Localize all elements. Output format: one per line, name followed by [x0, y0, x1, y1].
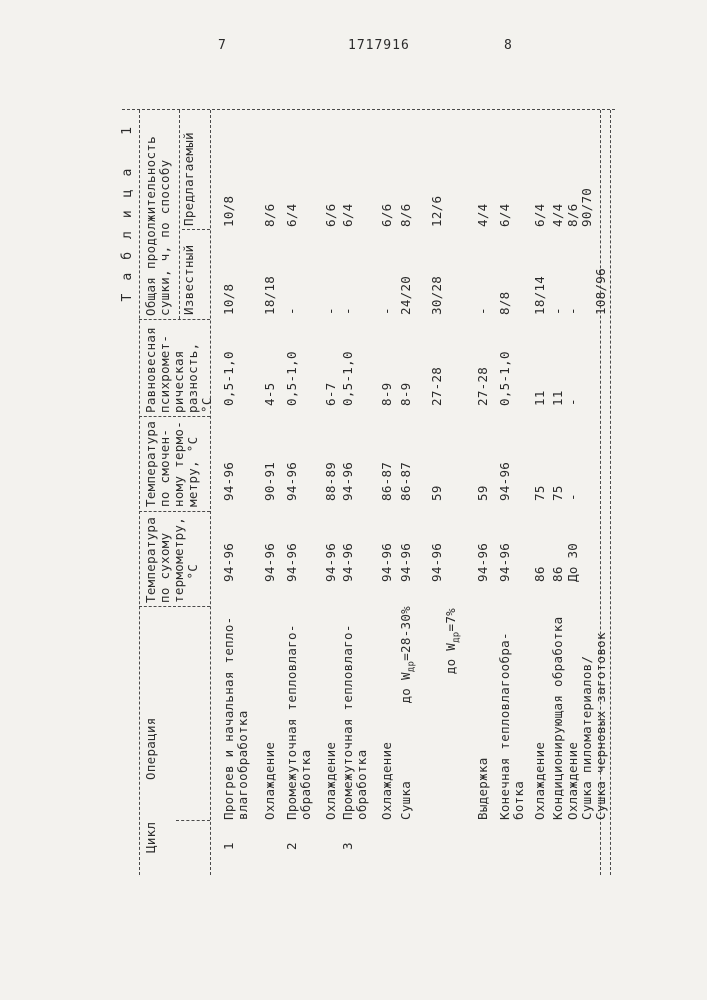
header-operation: [139, 606, 210, 820]
proposed-duration: 6/4: [284, 203, 299, 227]
proposed-duration: 8/6: [262, 203, 277, 227]
psychro-value: 0,5-1,0: [284, 351, 299, 406]
operation-label: Сушка: [398, 780, 413, 820]
proposed-duration: 4/4: [475, 203, 490, 227]
wet-bulb-value: 94-96: [340, 461, 355, 501]
header-proposed-label: Предлагаемый: [181, 132, 196, 226]
psychro-value: 11: [532, 390, 547, 406]
header-proposed-method: [182, 110, 210, 229]
cycle-number: 1: [221, 842, 236, 850]
wet-bulb-value: 59: [428, 485, 444, 501]
table-row: [498, 110, 526, 875]
dry-bulb-value: 94-96: [262, 542, 277, 582]
table-title: Таблица 1: [120, 114, 135, 302]
dry-bulb-value: 86: [532, 566, 547, 582]
proposed-duration: 10/8: [221, 195, 236, 227]
psychro-value: -: [565, 398, 580, 406]
wet-bulb-value: 86-87: [379, 461, 394, 501]
dry-bulb-value: 94-96: [379, 542, 394, 582]
known-duration: 24/20: [398, 275, 413, 315]
psychro-value: 0,5-1,0: [497, 351, 512, 406]
known-duration: 18/14: [532, 275, 547, 315]
left-page-number: 7: [218, 38, 227, 53]
operation-label: Охлаждение: [379, 741, 394, 820]
table-row: [551, 110, 565, 875]
table-row: [285, 110, 313, 875]
wet-bulb-value: 86-87: [398, 461, 413, 501]
proposed-duration: 12/6: [428, 195, 444, 227]
operation-label: Охлаждение: [323, 741, 338, 820]
wet-bulb-value: 94-96: [221, 461, 236, 501]
table-row: [566, 110, 580, 875]
dry-bulb-value: 94-96: [323, 542, 338, 582]
operation-label: Кондиционирующая обработка: [550, 616, 565, 820]
wet-bulb-value: 88-89: [323, 461, 338, 501]
table-row: [263, 110, 277, 875]
dry-bulb-value: 94-96: [475, 542, 490, 582]
table-row: [324, 110, 338, 875]
operation-label: Сушка пиломатериалов/ Сушка черновых заготовок: [579, 632, 608, 820]
header-operation-label: Операция: [143, 717, 158, 780]
header-wet-bulb-label: Температура по смочен- ному термо- метру, °С: [143, 420, 200, 507]
moisture-target-label: до $W_{др}=28-30\%$: [398, 606, 417, 704]
psychro-value: 27-28: [428, 366, 444, 406]
operation-label: Промежуточная тепловлаго- обработка: [284, 624, 313, 820]
known-duration: -: [565, 307, 580, 315]
header-psychro-label: Равновесная психромет- рическая разность, °С: [143, 326, 214, 413]
cycle-number: 2: [284, 842, 299, 850]
known-duration: -: [379, 307, 394, 315]
table-row: [380, 110, 394, 875]
operation-label: Прогрев и начальная тепло- влагообработка: [221, 616, 250, 820]
dry-bulb-value: 86: [550, 566, 565, 582]
proposed-duration: 8/6: [398, 203, 413, 227]
header-known-label: Известный: [181, 244, 196, 315]
wet-bulb-value: 94-96: [284, 461, 299, 501]
header-dry-bulb-temp: [139, 511, 210, 606]
dry-bulb-value: 94-96: [398, 542, 413, 582]
wet-bulb-value: 94-96: [497, 461, 512, 501]
moisture-subscript: др: [406, 660, 417, 673]
operation-cell: [430, 606, 462, 820]
header-group-divider: [179, 110, 180, 319]
table-row: [341, 110, 369, 875]
dry-bulb-value: 94-96: [284, 542, 299, 582]
psychro-value: 4-5: [262, 382, 277, 406]
table-header: [139, 110, 214, 875]
table-row: [399, 110, 417, 875]
psychro-value: 27-28: [475, 366, 490, 406]
operation-label: Охлаждение: [532, 741, 547, 820]
known-duration: 18/18: [262, 275, 277, 315]
right-page-number: 8: [504, 38, 513, 53]
known-duration: -: [340, 307, 355, 315]
header-dry-bulb-label: Температура по сухому термометру, °С: [143, 516, 200, 603]
known-duration: -: [475, 307, 490, 315]
dry-bulb-value: До 30: [565, 542, 580, 582]
moisture-subscript: др: [451, 631, 461, 643]
proposed-duration: 6/6: [323, 203, 338, 227]
known-duration: -: [284, 307, 299, 315]
psychro-value: 6-7: [323, 382, 338, 406]
dry-bulb-value: 94-96: [340, 542, 355, 582]
dry-bulb-value: 94-96: [221, 542, 236, 582]
proposed-duration: 90/70: [579, 187, 594, 227]
operation-label: Охлаждение: [262, 741, 277, 820]
psychro-value: 11: [550, 390, 565, 406]
operation-label: Охлаждение: [565, 741, 580, 820]
proposed-duration: 6/6: [379, 203, 394, 227]
cycle-number: 3: [340, 842, 355, 850]
header-cycle-label: Цикл: [143, 821, 158, 853]
patent-number: 1717916: [348, 38, 410, 53]
table-body: [211, 110, 608, 875]
psychro-value: 8-9: [398, 382, 413, 406]
psychro-value: 0,5-1,0: [340, 351, 355, 406]
wet-bulb-value: 75: [550, 485, 565, 501]
table-row: [222, 110, 250, 875]
header-wet-bulb-temp: [139, 416, 210, 511]
operation-cell: [399, 606, 417, 820]
table-row-total: [580, 110, 608, 875]
proposed-duration: 6/4: [340, 203, 355, 227]
operation-label: Конечная тепловлагообра- ботка: [497, 632, 526, 820]
known-duration: 10/8: [221, 283, 236, 315]
wet-bulb-value: -: [565, 493, 580, 501]
operation-label: Промежуточная тепловлаго- обработка: [340, 624, 369, 820]
drying-schedule-table: [121, 108, 616, 875]
proposed-duration: 8/6: [565, 203, 580, 227]
table-bottom-border-inner: [610, 110, 611, 875]
known-duration: -: [550, 307, 565, 315]
operation-label: Выдержка: [475, 757, 490, 820]
table-row: [533, 110, 547, 875]
proposed-duration: 4/4: [550, 203, 565, 227]
header-known-method: [182, 229, 210, 319]
known-duration: 30/28: [428, 275, 444, 315]
table-row: [430, 110, 462, 875]
header-cycle: [139, 820, 210, 875]
header-duration-label: Общая продолжительность сушки, ч, по способу: [143, 136, 172, 316]
wet-bulb-value: 90-91: [262, 461, 277, 501]
table-row: [476, 110, 490, 875]
psychro-value: 0,5-1,0: [221, 351, 236, 406]
header-method-row: [182, 110, 210, 319]
proposed-duration: 6/4: [532, 203, 547, 227]
moisture-target-label: до $W_{др}=7\%$: [442, 608, 461, 675]
header-total-duration-group: [139, 110, 210, 319]
known-duration: 108/96: [593, 268, 608, 315]
known-duration: 8/8: [497, 291, 512, 315]
rotated-table-container: [121, 108, 616, 875]
dry-bulb-value: 94-96: [428, 542, 444, 582]
dry-bulb-value: 94-96: [497, 542, 512, 582]
header-psychrometric-diff: [139, 319, 214, 416]
wet-bulb-value: 75: [532, 485, 547, 501]
psychro-value: 8-9: [379, 382, 394, 406]
wet-bulb-value: 59: [475, 485, 490, 501]
header-duration-title: [139, 110, 175, 319]
proposed-duration: 6/4: [497, 203, 512, 227]
known-duration: -: [323, 307, 338, 315]
